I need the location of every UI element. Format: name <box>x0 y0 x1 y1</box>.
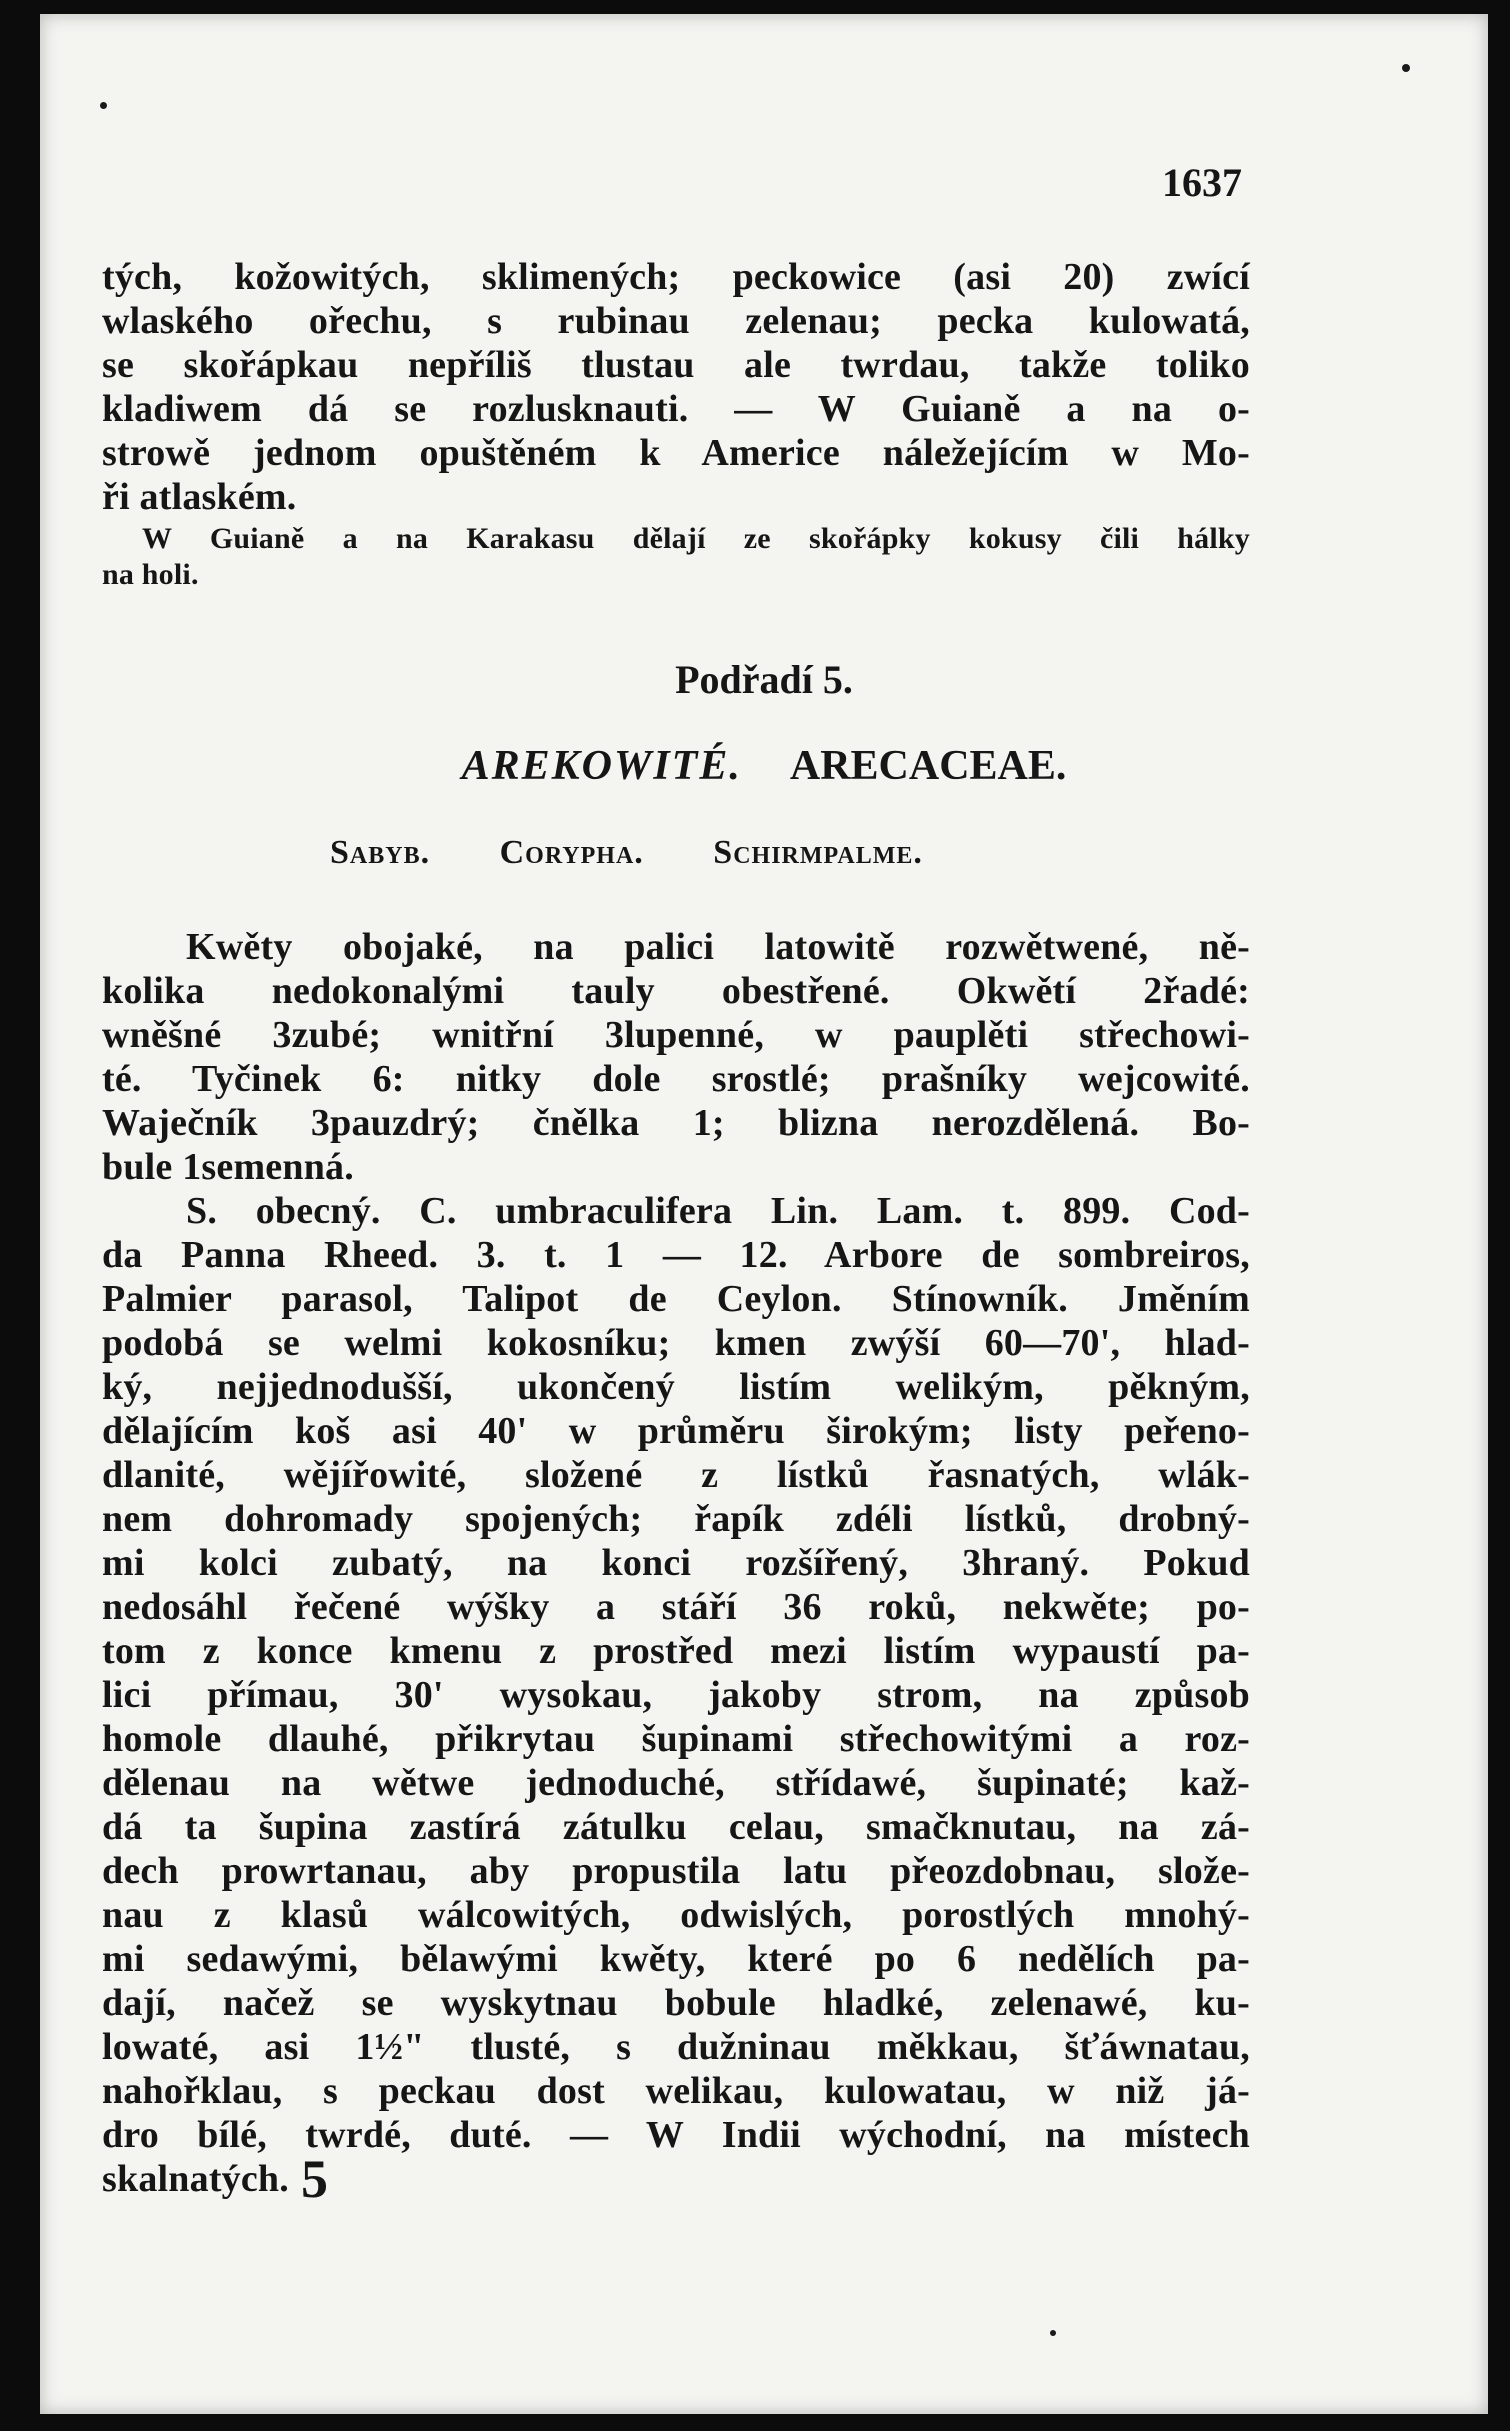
ink-speck <box>1402 64 1410 72</box>
ink-speck <box>100 102 107 109</box>
body-line: ký, nejjednodušší, ukončený listím welikým, pěkným, <box>102 1366 1250 1408</box>
body-line: nedosáhl řečené wýšky a stáří 36 roků, nekwěte; po- <box>102 1586 1250 1628</box>
body-line: tom z konce kmenu z prostřed mezi listím wypaustí pa- <box>102 1630 1250 1672</box>
body-line: nahořklau, s peckau dost welikau, kulowatau, w niž já- <box>102 2070 1250 2112</box>
body-line: Kwěty obojaké, na palici latowitě rozwětwené, ně- <box>186 926 1250 968</box>
page-number: 1637 <box>1162 160 1242 205</box>
signature-mark: 5 <box>300 2149 329 2209</box>
ink-speck <box>1050 2330 1056 2336</box>
body-line: dělajícím koš asi 40' w průměru širokým; listy peřeno- <box>102 1410 1250 1452</box>
body-line: homole dlauhé, přikrytau šupinami střechowitými a roz- <box>102 1718 1250 1760</box>
intro-line: wlaského ořechu, s rubinau zelenau; pecka kulowatá, <box>102 300 1250 342</box>
body-line: skalnatých. <box>102 2158 289 2200</box>
body-line: wněšné 3zubé; wnitřní 3lupenné, w pauplěti střechowi- <box>102 1014 1250 1056</box>
body-line: té. Tyčinek 6: nitky dole srostlé; prašníky wejcowité. <box>102 1058 1250 1100</box>
intro-line: ři atlaském. <box>102 476 297 518</box>
intro-line: kladiwem dá se rozlusknauti. — W Guianě a na o- <box>102 388 1250 430</box>
body-line: dro bílé, twrdé, duté. — W Indii wýchodní, na místech <box>102 2114 1250 2156</box>
body-line: Waječník 3pauzdrý; čnělka 1; blizna nerozdělená. Bo- <box>102 1102 1250 1144</box>
body-line: dech prowrtanau, aby propustila latu přeozdobnau, slože- <box>102 1850 1250 1892</box>
body-line: dá ta šupina zastírá zátulku celau, smačknutau, na zá- <box>102 1806 1250 1848</box>
body-line: da Panna Rheed. 3. t. 1 — 12. Arbore de sombreiros, <box>102 1234 1250 1276</box>
intro-line: tých, kožowitých, sklimených; peckowice (asi 20) zwící <box>102 256 1250 298</box>
genus-names-row <box>330 834 983 872</box>
body-line: nau z klasů wálcowitých, odwislých, porostlých mnohý- <box>102 1894 1250 1936</box>
body-line: dají, načež se wyskytnau bobule hladké, zelenawé, ku- <box>102 1982 1250 2024</box>
body-line: S. obecný. C. umbraculifera Lin. Lam. t. 899. Cod- <box>186 1190 1250 1232</box>
family-title <box>40 742 1488 790</box>
body-line-final <box>102 2149 1250 2209</box>
body-line: Palmier parasol, Talipot de Ceylon. Stínowník. Jměním <box>102 1278 1250 1320</box>
body-line: dělenau na wětwe jednoduché, střídawé, šupinaté; kaž- <box>102 1762 1250 1804</box>
note-line: na holi. <box>102 558 199 591</box>
family-name-latin: ARECACEAE. <box>789 743 1067 789</box>
body-line: mi kolci zubatý, na konci rozšířený, 3hraný. Pokud <box>102 1542 1250 1584</box>
body-line: mi sedawými, bělawými kwěty, které po 6 nedělích pa- <box>102 1938 1250 1980</box>
body-line: lici přímau, 30' wysokau, jakoby strom, na způsob <box>102 1674 1250 1716</box>
genus-name: Sabyb. <box>330 834 431 871</box>
genus-name: Schirmpalme. <box>713 834 923 871</box>
family-name-czech: AREKOWITÉ. <box>461 743 742 789</box>
genus-name: Corypha. <box>499 834 644 871</box>
body-line: podobá se welmi kokosníku; kmen zwýší 60—70', hlad- <box>102 1322 1250 1364</box>
intro-line: strowě jednom opuštěném k Americe náležejícím w Mo- <box>102 432 1250 474</box>
body-line: nem dohromady spojených; řapík zdéli lístků, drobný- <box>102 1498 1250 1540</box>
book-page <box>40 14 1488 2414</box>
body-line: lowaté, asi 1½" tlusté, s dužninau měkkau, šťáwnatau, <box>102 2026 1250 2068</box>
subsection-title: Podřadí 5. <box>675 657 853 702</box>
body-line: kolika nedokonalými tauly obestřené. Okwětí 2řadé: <box>102 970 1250 1012</box>
note-line: W Guianě a na Karakasu dělají ze skořápky kokusy čili hálky <box>142 522 1250 555</box>
body-line: dlanité, wějířowité, složené z lístků řasnatých, wlák- <box>102 1454 1250 1496</box>
body-line: bule 1semenná. <box>102 1146 354 1188</box>
intro-line: se skořápkau nepříliš tlustau ale twrdau, takže toliko <box>102 344 1250 386</box>
